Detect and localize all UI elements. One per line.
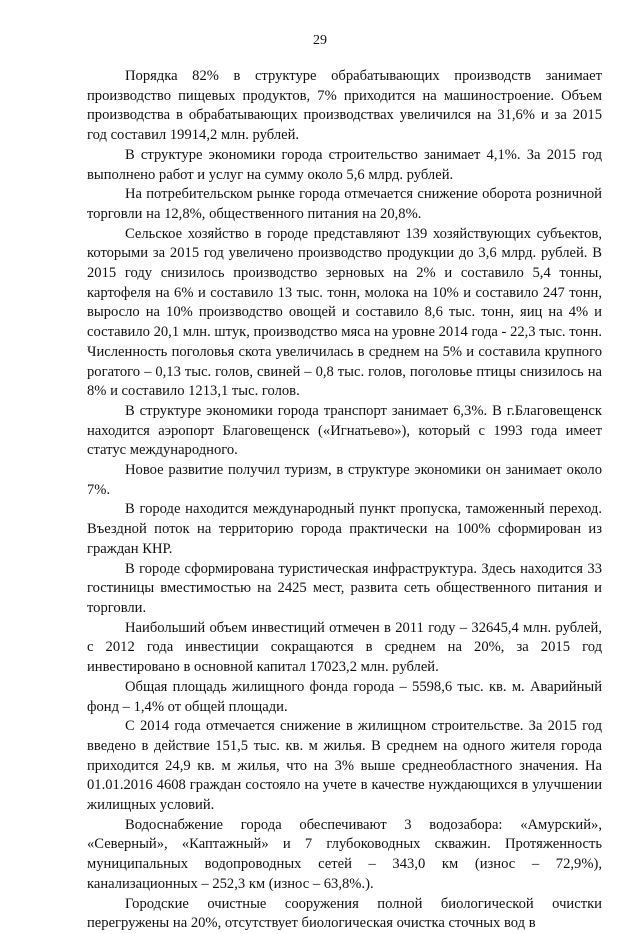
paragraph-wastewater-treatment: Городские очистные сооружения полной биологической очистки перегружены на 20%, отсутствует биологическая очистка сточных вод в bbox=[87, 895, 602, 932]
paragraph-housing-fund: Общая площадь жилищного фонда города – 5598,6 тыс. кв. м. Аварийный фонд – 1,4% от общей площади. bbox=[87, 678, 602, 715]
paragraph-manufacturing: Порядка 82% в структуре обрабатывающих производств занимает производство пищевых продуктов, 7% приходится на машиностроение. Объем производства в обрабатывающих производствах увеличился на 31,6% и за 2015 год составил 19914,2 млн. рублей. bbox=[87, 68, 602, 144]
page-body bbox=[87, 67, 602, 934]
paragraph-housing-construction: С 2014 года отмечается снижение в жилищном строительстве. За 2015 год введено в действие 151,5 тыс. кв. м жилья. В среднем на одного жителя города приходится 24,9 кв. м жилья, что на 3% выше среднеобластного значения. На 01.01.2016 4608 граждан состояло на учете в качестве нуждающихся в улучшении жилищных условий. bbox=[87, 718, 602, 814]
paragraph-agriculture: Сельское хозяйство в городе представляют 139 хозяйствующих субъектов, которыми за 2015 год увеличено производство продукции до 3,6 млрд. рублей. В 2015 году снизилось производство зерновых на 2% и составило 5,4 тонны, картофеля на 6% и составило 13 тыс. тонн, молока на 10% и составило 247 тонн, выросло на 10% производство овощей и составило 8,6 тыс. тонн, яиц на 4% и составило 20,1 млн. штук, производство мяса на уровне 2014 года - 22,3 тыс. тонн. Численность поголовья скота увеличилась в среднем на 5% и составила крупного рогатого – 0,13 тыс. голов, свиней – 0,8 тыс. голов, поголовье птицы снизилось на 8% и составило 1213,1 тыс. голов. bbox=[87, 225, 602, 400]
paragraph-investment: Наибольший объем инвестиций отмечен в 2011 году – 32645,4 млн. рублей, с 2012 года инвестиции сокращаются в среднем на 20%, за 2015 год инвестировано в основной капитал 17023,2 млн. рублей. bbox=[87, 619, 602, 676]
paragraph-transport: В структуре экономики города транспорт занимает 6,3%. В г.Благовещенск находится аэропорт Благовещенск («Игнатьево»), который с 1993 года имеет статус международного. bbox=[87, 402, 602, 459]
paragraph-water-supply: Водоснабжение города обеспечивают 3 водозабора: «Амурский», «Северный», «Каптажный» и 7 глубоководных скважин. Протяженность муниципальных водопроводных сетей – 343,0 км (износ – 72,9%), канализационных – 252,3 км (износ – 63,8%.). bbox=[87, 816, 602, 892]
paragraph-border-crossing: В городе находится международный пункт пропуска, таможенный переход. Въездной поток на территорию города практически на 100% сформирован из граждан КНР. bbox=[87, 501, 602, 557]
page-number: 29 bbox=[313, 33, 327, 48]
paragraph-tourist-infrastructure: В городе сформирована туристическая инфраструктура. Здесь находится 33 гостиницы вместимостью на 2425 мест, развита сеть общественного питания и торговли. bbox=[87, 560, 602, 616]
paragraph-construction: В структуре экономики города строительство занимает 4,1%. За 2015 год выполнено работ и услуг на сумму около 5,6 млрд. рублей. bbox=[87, 146, 602, 183]
paragraph-tourism: Новое развитие получил туризм, в структуре экономики он занимает около 7%. bbox=[87, 462, 602, 498]
paragraph-consumer-market: На потребительском рынке города отмечается снижение оборота розничной торговли на 12,8%, общественного питания на 20,8%. bbox=[87, 186, 602, 222]
